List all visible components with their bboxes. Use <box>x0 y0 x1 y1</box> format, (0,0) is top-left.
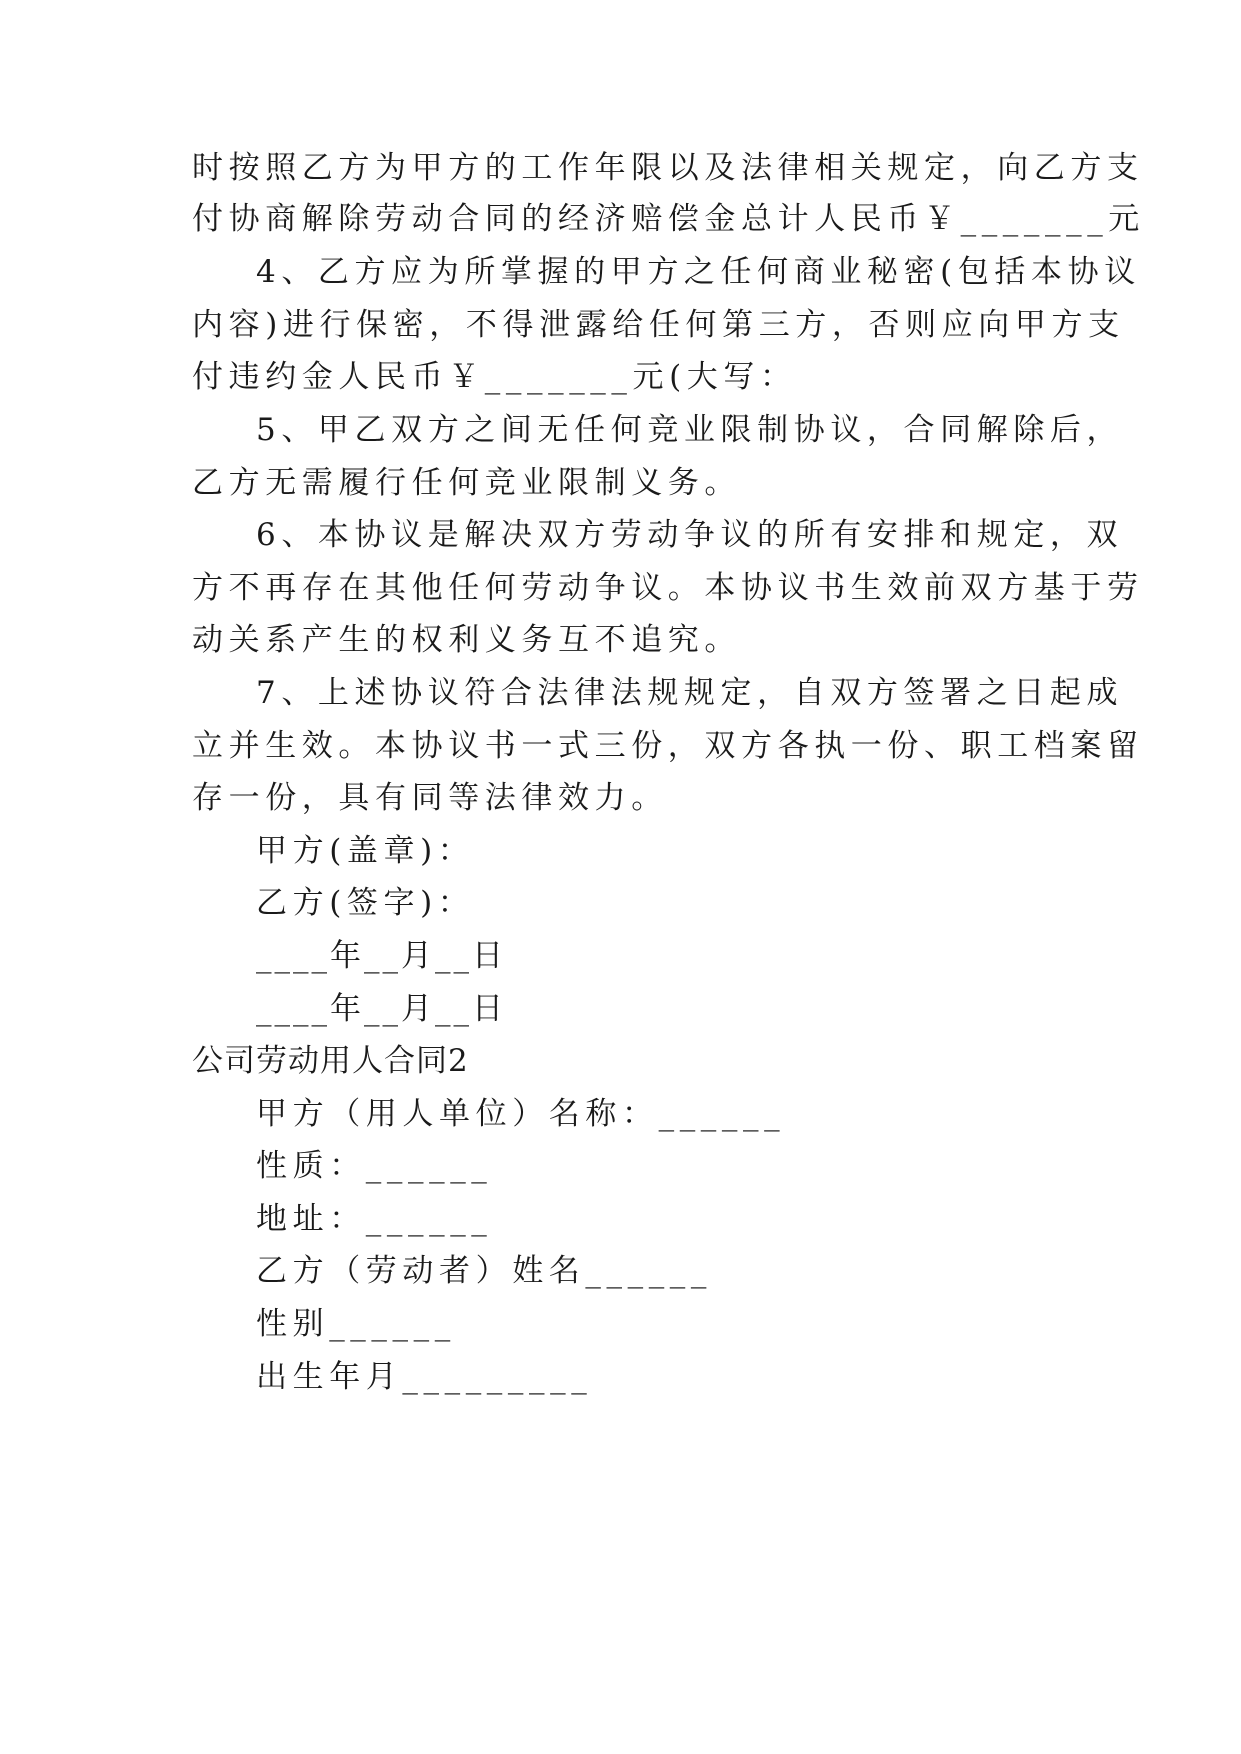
paragraph-line: 立并生效。本协议书一式三份，双方各执一份、职工档案留 <box>192 728 1144 764</box>
clause-7-line: 7、上述协议符合法律法规规定，自双方签署之日起成 <box>256 675 1124 711</box>
paragraph-line: 付违约金人民币￥_______元(大写： <box>192 359 797 395</box>
party-a-seal-line: 甲方(盖章)： <box>256 833 475 869</box>
paragraph-line: 内容)进行保密，不得泄露给任何第三方，否则应向甲方支 <box>192 307 1125 343</box>
section-heading: 公司劳动用人合同2 <box>192 1043 469 1079</box>
employee-name-field: 乙方（劳动者）姓名______ <box>256 1253 712 1289</box>
paragraph-line: 方不再存在其他任何劳动争议。本协议书生效前双方基于劳 <box>192 570 1144 606</box>
paragraph-line: 存一份，具有同等法律效力。 <box>192 780 668 816</box>
gender-field: 性别______ <box>256 1306 456 1342</box>
paragraph-line: 付协商解除劳动合同的经济赔偿金总计人民币￥_______元 <box>192 201 1145 237</box>
nature-field: 性质：______ <box>256 1148 493 1184</box>
date-line: ____年__月__日 <box>256 938 506 974</box>
paragraph-line: 时按照乙方为甲方的工作年限以及法律相关规定，向乙方支 <box>192 150 1144 186</box>
birth-date-field: 出生年月_________ <box>256 1359 593 1395</box>
clause-5-line: 5、甲乙双方之间无任何竞业限制协议，合同解除后， <box>256 412 1124 448</box>
address-field: 地址：______ <box>256 1201 493 1237</box>
paragraph-line: 动关系产生的权利义务互不追究。 <box>192 622 741 658</box>
clause-6-line: 6、本协议是解决双方劳动争议的所有安排和规定，双 <box>256 517 1124 553</box>
party-b-signature-line: 乙方(签字)： <box>256 885 475 921</box>
date-line: ____年__月__日 <box>256 991 506 1027</box>
employer-name-field: 甲方（用人单位）名称：______ <box>256 1096 786 1132</box>
clause-4-line: 4、乙方应为所掌握的甲方之任何商业秘密(包括本协议 <box>256 254 1141 290</box>
paragraph-line: 乙方无需履行任何竞业限制义务。 <box>192 465 741 501</box>
